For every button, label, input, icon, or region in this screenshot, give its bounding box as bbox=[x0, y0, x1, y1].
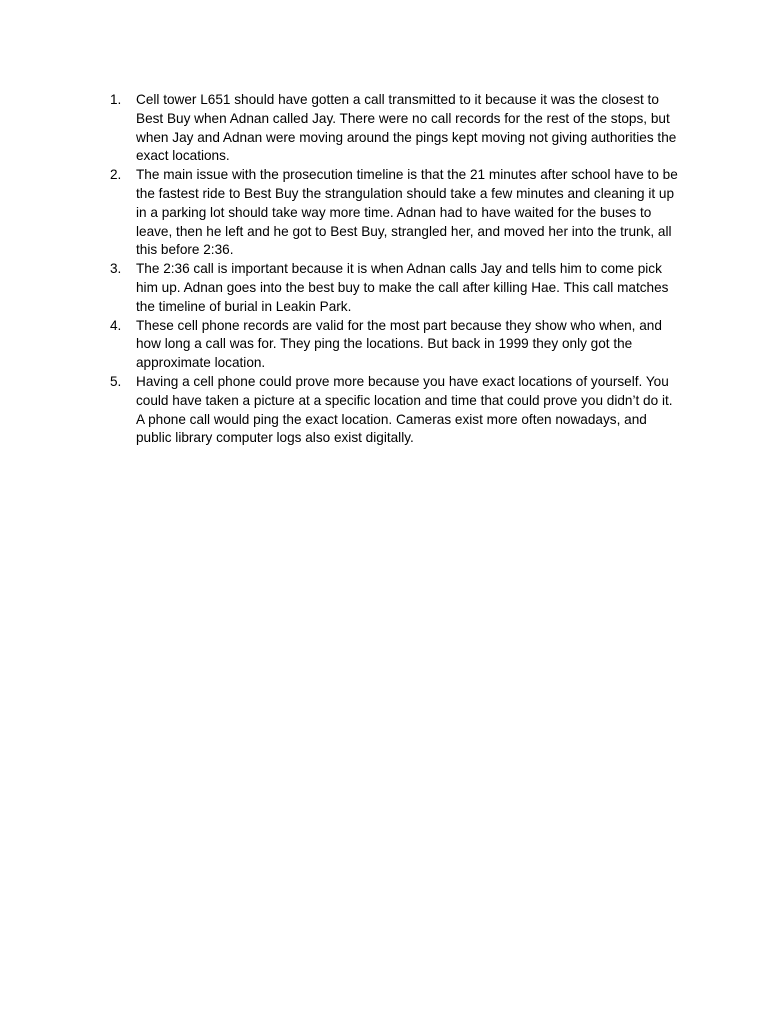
list-item-number: 3. bbox=[110, 261, 122, 277]
list-item bbox=[110, 373, 682, 448]
answer-list bbox=[110, 91, 682, 448]
list-item-text: Cell tower L651 should have gotten a call transmitted to it because it was the closest to Best Buy when Adnan called Jay. There were no call records for the rest of the stops, but when Jay and Adnan were moving around the pings kept moving not giving authorities the exact locations. bbox=[136, 92, 677, 164]
list-item bbox=[110, 260, 682, 316]
list-item-text: The main issue with the prosecution timeline is that the 21 minutes after school have to be the fastest ride to Best Buy the strangulation should take a few minutes and cleaning it up in a parking lot should take way more time. Adnan had to have waited for the buses to leave, then he left and he got to Best Buy, strangled her, and moved her into the trunk, all this before 2:36. bbox=[136, 167, 678, 258]
list-item bbox=[110, 91, 682, 166]
list-item bbox=[110, 317, 682, 373]
list-item-number: 4. bbox=[110, 317, 122, 333]
list-item-number: 5. bbox=[110, 373, 122, 389]
list-item bbox=[110, 166, 682, 260]
list-item-number: 2. bbox=[110, 167, 122, 183]
list-item-text: These cell phone records are valid for the most part because they show who when, and how long a call was for. They ping the locations. But back in 1999 they only got the approximate location. bbox=[136, 317, 662, 371]
list-item-text: The 2:36 call is important because it is when Adnan calls Jay and tells him to come pick him up. Adnan goes into the best buy to make the call after killing Hae. This call matches the timeline of burial in Leakin Park. bbox=[136, 261, 669, 314]
list-item-text: Having a cell phone could prove more because you have exact locations of yourself. You could have taken a picture at a specific location and time that could prove you didn’t do it. A phone call would ping the exact location. Cameras exist more often nowadays, and public library computer logs also exist digitally. bbox=[136, 373, 673, 446]
list-item-number: 1. bbox=[110, 92, 122, 107]
